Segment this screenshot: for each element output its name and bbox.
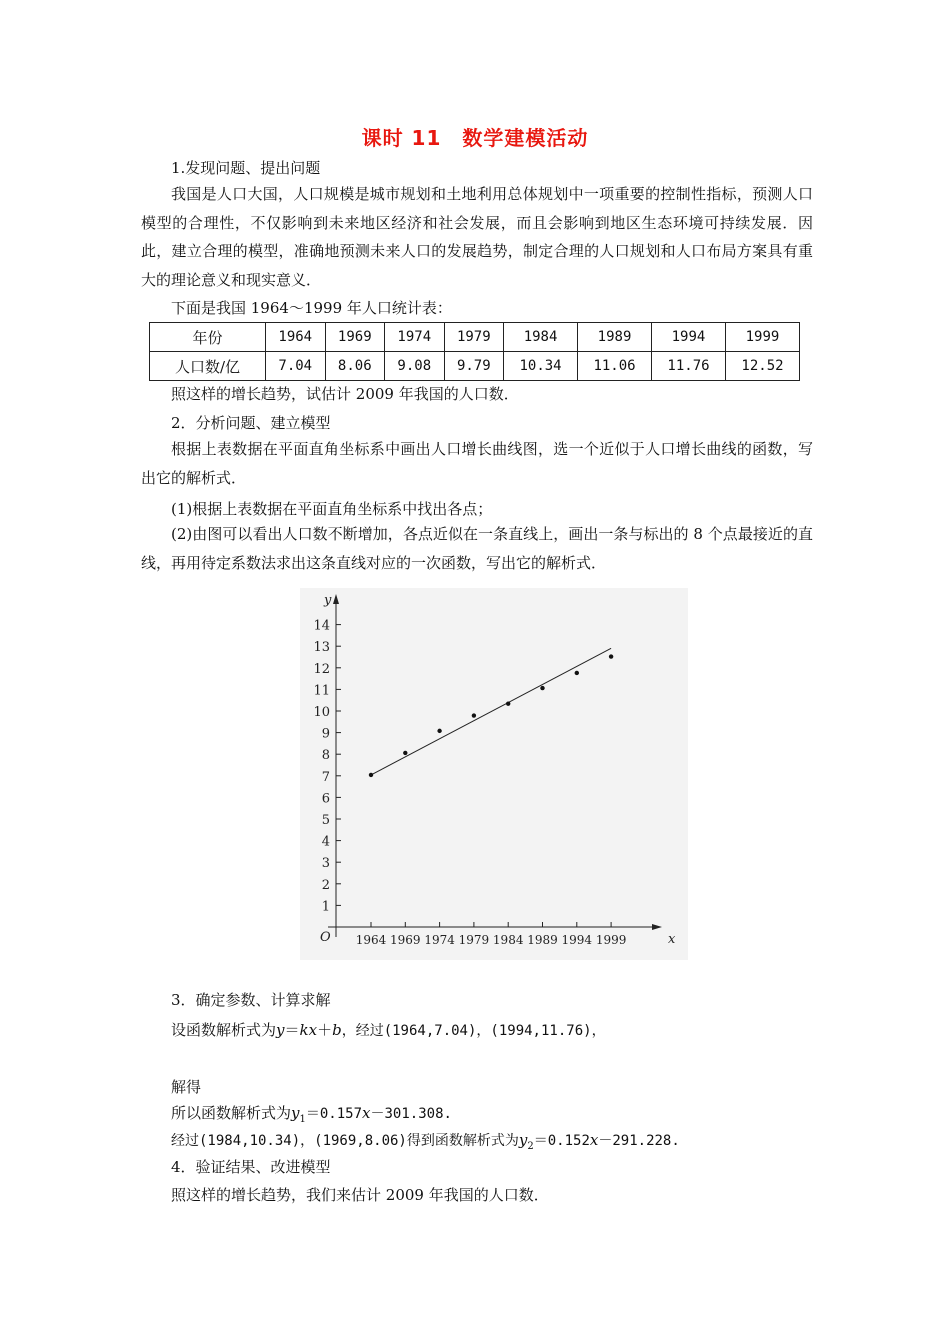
data-point bbox=[403, 751, 407, 755]
step1-text: (1)根据上表数据在平面直角坐标系中找出各点； bbox=[171, 500, 493, 518]
table-cell: 12.52 bbox=[725, 352, 799, 381]
table-cell: 9.79 bbox=[444, 352, 504, 381]
table-cell: 1969 bbox=[325, 323, 385, 352]
result2-prefix: 经过(1984,10.34)，(1969,8.06)得到函数解析式为 bbox=[171, 1133, 519, 1149]
result2-x: x bbox=[589, 1131, 599, 1149]
section1-heading: 1.发现问题、提出问题 bbox=[171, 159, 321, 177]
result1-y: y bbox=[291, 1104, 300, 1122]
y-tick-label: 10 bbox=[313, 705, 330, 720]
x-tick-label: 1989 bbox=[527, 933, 558, 947]
result1-sub: 1 bbox=[299, 1114, 306, 1125]
data-point bbox=[472, 713, 476, 717]
estimate-question: 照这样的增长趋势，试估计 2009 年我国的人口数． bbox=[171, 385, 519, 403]
data-point bbox=[506, 701, 510, 705]
result1-x: x bbox=[362, 1104, 371, 1122]
y-tick-label: 7 bbox=[321, 769, 330, 785]
data-point bbox=[609, 654, 613, 658]
result2-y: y bbox=[518, 1131, 528, 1149]
table-row-label-year: 年份 bbox=[150, 323, 266, 352]
y-tick-label: 1 bbox=[321, 899, 330, 915]
table-cell: 1994 bbox=[652, 323, 726, 352]
x-tick-label: 1964 bbox=[355, 933, 387, 947]
section2-paragraph: 根据上表数据在平面直角坐标系中画出人口增长曲线图，选一个近似于人口增长曲线的函数，写出它的解析式． bbox=[141, 440, 813, 487]
section4-heading: 4．验证结果、改进模型 bbox=[171, 1158, 331, 1176]
setup-suffix: ，经过(1964,7.04)，(1994,11.76)， bbox=[341, 1023, 606, 1039]
y-tick-label: 13 bbox=[313, 640, 330, 656]
fit-line bbox=[371, 648, 611, 775]
y-tick-label: 6 bbox=[321, 791, 330, 807]
y-tick-label: 12 bbox=[313, 661, 330, 677]
page-title: 课时 11 数学建模活动 bbox=[361, 126, 589, 150]
result2-tail: －291.228. bbox=[598, 1133, 680, 1149]
x-tick-label: 1974 bbox=[424, 933, 455, 947]
x-axis-label: x bbox=[668, 932, 676, 947]
y-axis-arrow bbox=[333, 594, 339, 604]
formula-b: b bbox=[332, 1021, 342, 1039]
x-tick-label: 1979 bbox=[458, 933, 490, 947]
table-cell: 9.08 bbox=[385, 352, 445, 381]
data-point bbox=[540, 686, 544, 690]
table-cell: 10.34 bbox=[504, 352, 578, 381]
y-tick-label: 2 bbox=[321, 877, 330, 893]
x-tick-label: 1969 bbox=[390, 933, 421, 947]
result1-prefix: 所以函数解析式为 bbox=[171, 1104, 292, 1122]
table-cell: 1979 bbox=[444, 323, 504, 352]
y-tick-label: 4 bbox=[321, 834, 330, 850]
table-row-label-population: 人口数/亿 bbox=[150, 352, 266, 381]
table-cell: 1974 bbox=[385, 323, 445, 352]
data-point bbox=[369, 773, 373, 777]
result2 bbox=[171, 1130, 680, 1157]
table-cell: 7.04 bbox=[266, 352, 326, 381]
table-cell: 11.06 bbox=[578, 352, 652, 381]
y-tick-label: 5 bbox=[321, 813, 330, 828]
formula-y: y bbox=[276, 1021, 285, 1039]
x-axis-arrow bbox=[652, 924, 662, 930]
step2-text: (2)由图可以看出人口数不断增加，各点近似在一条直线上，画出一条与标出的 8 个点最接近的直线，再用待定系数法求出这条直线对应的一次函数，写出它的解析式． bbox=[141, 525, 813, 572]
table-cell: 8.06 bbox=[325, 352, 385, 381]
formula-eq: ＝ bbox=[284, 1021, 300, 1039]
table-cell: 1984 bbox=[504, 323, 578, 352]
setup-prefix: 设函数解析式为 bbox=[171, 1021, 277, 1039]
origin-label: O bbox=[320, 930, 331, 945]
data-point bbox=[437, 729, 441, 733]
x-tick-label: 1984 bbox=[492, 933, 524, 947]
result2-sub: 2 bbox=[527, 1141, 534, 1152]
y-tick-label: 3 bbox=[321, 856, 330, 872]
section3-setup bbox=[171, 1020, 606, 1041]
section2-heading: 2．分析问题、建立模型 bbox=[171, 414, 331, 432]
y-tick-label: 9 bbox=[321, 726, 330, 742]
table-cell: 11.76 bbox=[652, 352, 726, 381]
table-cell: 1989 bbox=[578, 323, 652, 352]
result2-rest: ＝0.152 bbox=[533, 1133, 590, 1149]
formula-kx: kx bbox=[299, 1021, 318, 1039]
solve-label: 解得 bbox=[171, 1078, 202, 1096]
formula-plus: ＋ bbox=[317, 1021, 333, 1039]
result1-tail: －301.308. bbox=[370, 1106, 452, 1122]
table-cell: 1964 bbox=[266, 323, 326, 352]
x-tick-label: 1999 bbox=[595, 933, 627, 947]
data-point bbox=[575, 671, 579, 675]
y-tick-label: 14 bbox=[313, 618, 330, 634]
table-cell: 1999 bbox=[725, 323, 799, 352]
result1-rest: ＝0.157 bbox=[305, 1106, 363, 1122]
section1-paragraph: 我国是人口大国，人口规模是城市规划和土地利用总体规划中一项重要的控制性指标，预测人口模型的合理性，不仅影响到未来地区经济和社会发展，而且会影响到地区生态环境可持续发展．因此，建立合理的模型，准确地预测未来人口的发展趋势，制定合理的人口规划和人口布局方案具有重大的理论意义和现实意义． bbox=[141, 185, 813, 290]
table-intro: 下面是我国 1964～1999 年人口统计表： bbox=[171, 299, 452, 317]
y-axis-label: y bbox=[324, 593, 332, 608]
result1 bbox=[171, 1103, 452, 1130]
y-tick-label: 11 bbox=[313, 683, 330, 699]
section3-heading: 3．确定参数、计算求解 bbox=[171, 991, 331, 1009]
x-tick-label: 1994 bbox=[561, 933, 593, 947]
y-tick-label: 8 bbox=[321, 748, 330, 764]
section4-text: 照这样的增长趋势，我们来估计 2009 年我国的人口数． bbox=[171, 1186, 549, 1204]
